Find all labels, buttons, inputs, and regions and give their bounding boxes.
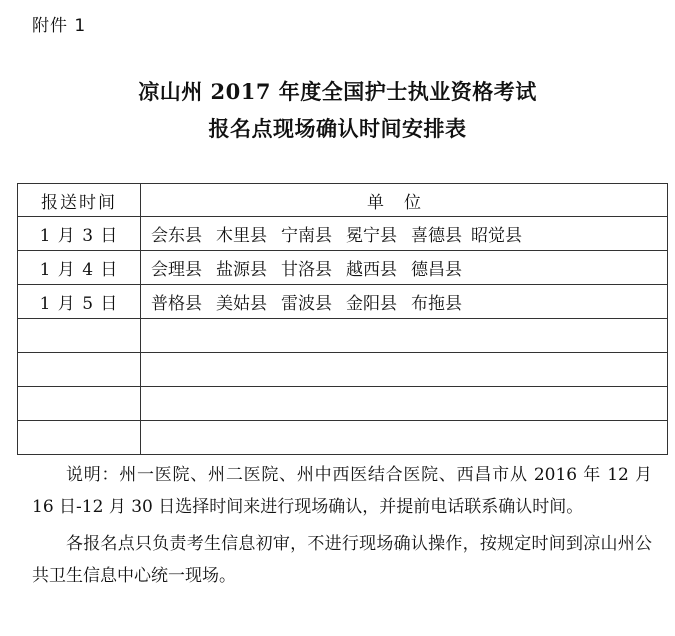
row-units [141,421,668,455]
unit-name: 会理县 [151,260,202,280]
unit-name: 木里县 [216,226,267,246]
row-units [141,319,668,353]
row-date [18,319,141,353]
header-date: 报送时间 [18,184,141,217]
row-units [141,353,668,387]
attachment-label: 附件 1 [32,16,87,36]
note-paragraph-2: 各报名点只负责考生信息初审，不进行现场确认操作，按规定时间到凉山州公共卫生信息中心统一现场。 [32,534,652,586]
note-paragraph-1: 说明：州一医院、州二医院、州中西医结合医院、西昌市从 2016 年 12 月 16 日-12 月 30 日选择时间来进行现场确认，并提前电话联系确认时间。 [32,465,652,517]
row-date: 1 月 3 日 [18,217,141,251]
row-date [18,421,141,455]
table-row [18,319,668,353]
unit-name: 喜德县 [411,226,462,246]
schedule-table [17,183,668,455]
row-date [18,387,141,421]
document-title-line-1: 凉山州 2017 年度全国护士执业资格考试 [138,79,537,104]
header-unit: 单位 [141,184,668,217]
table-row [18,353,668,387]
row-date: 1 月 5 日 [18,285,141,319]
row-units [141,387,668,421]
row-units [141,217,668,251]
unit-name: 布拖县 [411,294,462,314]
table-row [18,217,668,251]
row-units [141,285,668,319]
row-date [18,353,141,387]
unit-name: 盐源县 [216,260,267,280]
unit-name: 越西县 [346,260,397,280]
unit-name: 会东县 [151,226,202,246]
document-title-line-2: 报名点现场确认时间安排表 [208,116,467,141]
table-row [18,285,668,319]
unit-name: 美姑县 [216,294,267,314]
unit-name: 甘洛县 [281,260,332,280]
unit-name: 昭觉县 [471,226,522,246]
table-header-row [18,184,668,217]
unit-name: 德昌县 [411,260,462,280]
table-row [18,251,668,285]
row-date: 1 月 4 日 [18,251,141,285]
unit-name: 宁南县 [281,226,332,246]
unit-name: 雷波县 [281,294,332,314]
row-units [141,251,668,285]
unit-name: 冕宁县 [346,226,397,246]
table-body [18,217,668,455]
table-row [18,387,668,421]
unit-name: 金阳县 [346,294,397,314]
table-row [18,421,668,455]
unit-name: 普格县 [151,294,202,314]
notes-section [32,459,652,592]
